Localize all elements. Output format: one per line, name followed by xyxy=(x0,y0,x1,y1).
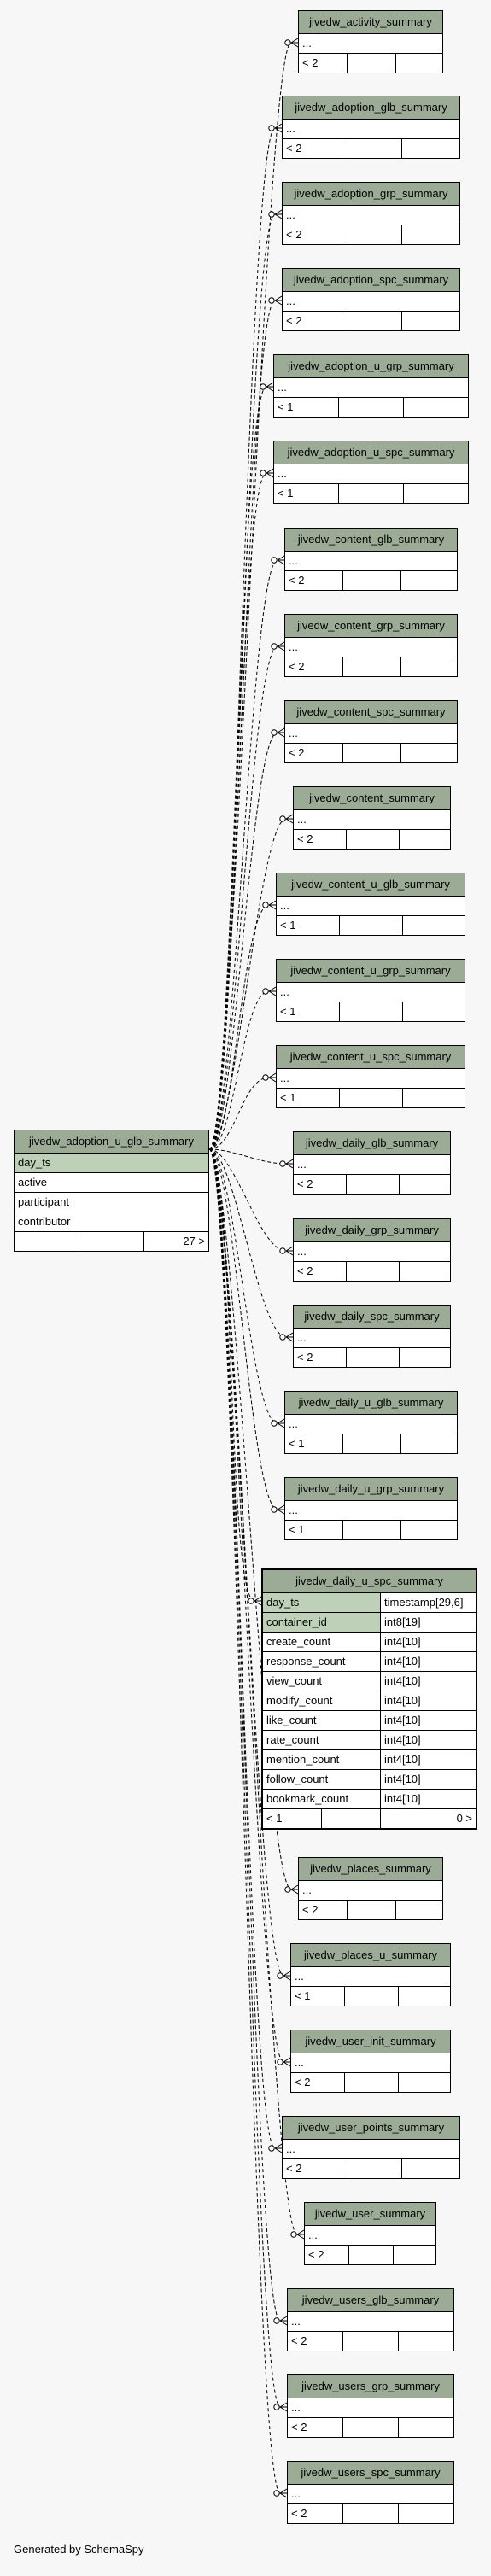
parent-count: < 2 xyxy=(294,830,347,849)
ellipsis-row: ... xyxy=(280,985,289,998)
table-header[interactable]: jivedw_daily_grp_summary xyxy=(294,1219,450,1242)
crowfoot-marker xyxy=(263,987,276,996)
table-jivedw-content-u-spc-summary[interactable] xyxy=(276,1045,465,1108)
ellipsis-row: ... xyxy=(286,2142,295,2155)
crowfoot-marker xyxy=(260,383,273,391)
column-name: mention_count xyxy=(263,1750,381,1769)
table-footer xyxy=(283,312,459,330)
parent-count: < 2 xyxy=(288,2504,343,2523)
ellipsis-row: ... xyxy=(289,554,298,567)
crowfoot-marker xyxy=(285,38,298,47)
column-type: int4[10] xyxy=(384,1635,421,1648)
table-jivedw-users-glb-summary[interactable] xyxy=(287,2288,454,2351)
child-count: 27 > xyxy=(183,1235,205,1247)
column-name: like_count xyxy=(263,1711,381,1730)
credit-text: Generated by SchemaSpy xyxy=(14,2543,144,2556)
ellipsis-row: ... xyxy=(302,1884,312,1896)
ellipsis-row: ... xyxy=(295,1970,304,1983)
parent-count: < 2 xyxy=(299,54,348,73)
column-type: int4[10] xyxy=(384,1694,421,1707)
column-row xyxy=(263,1593,476,1613)
table-jivedw-daily-u-glb-summary[interactable] xyxy=(284,1391,458,1454)
parent-count: < 2 xyxy=(288,2332,343,2351)
table-header[interactable]: jivedw_activity_summary xyxy=(299,11,442,34)
table-jivedw-adoption-u-spc-summary[interactable] xyxy=(273,441,469,504)
parent-count: < 2 xyxy=(294,1175,347,1194)
column-name: active xyxy=(18,1176,47,1189)
table-footer xyxy=(285,657,457,676)
edge-jivedw_places_u_summary xyxy=(209,1149,283,1976)
crowfoot-marker xyxy=(272,556,284,564)
ellipsis-row: ... xyxy=(291,2401,301,2414)
column-name: day_ts xyxy=(263,1593,381,1612)
crowfoot-marker xyxy=(280,815,293,823)
table-header[interactable]: jivedw_daily_u_glb_summary xyxy=(285,1392,457,1415)
crowfoot-marker xyxy=(269,296,282,305)
table-jivedw-user-points-summary[interactable] xyxy=(282,2116,460,2179)
table-jivedw-places-summary[interactable] xyxy=(298,1857,443,1920)
column-row xyxy=(263,1790,476,1808)
table-header[interactable]: jivedw_users_spc_summary xyxy=(288,2462,453,2485)
column-name: response_count xyxy=(263,1652,381,1671)
table-header[interactable]: jivedw_content_summary xyxy=(294,787,450,810)
crowfoot-marker xyxy=(285,1885,298,1894)
parent-count: < 1 xyxy=(291,1987,345,2006)
edge-jivedw_adoption_spc_summary xyxy=(209,301,275,1149)
crowfoot-marker xyxy=(272,642,284,651)
table-jivedw-content-glb-summary[interactable] xyxy=(284,528,458,591)
table-jivedw-content-u-grp-summary[interactable] xyxy=(276,959,465,1022)
parent-count: < 2 xyxy=(305,2246,349,2264)
column-row xyxy=(263,1613,476,1633)
table-footer xyxy=(283,139,459,158)
table-footer xyxy=(299,54,442,73)
table-footer xyxy=(285,744,457,762)
table-footer xyxy=(291,1987,450,2006)
crowfoot-marker xyxy=(278,1971,290,1980)
table-header[interactable]: jivedw_places_u_summary xyxy=(291,1944,450,1967)
column-row xyxy=(263,1731,476,1750)
crowfoot-marker xyxy=(272,1505,284,1514)
crowfoot-marker xyxy=(274,2316,287,2325)
ellipsis-row: ... xyxy=(302,37,312,50)
table-header[interactable]: jivedw_daily_u_grp_summary xyxy=(285,1478,457,1501)
edge-jivedw_content_summary xyxy=(209,819,286,1149)
table-footer xyxy=(274,398,468,417)
crowfoot-marker xyxy=(272,1419,284,1428)
table-footer xyxy=(291,2073,450,2092)
table-header[interactable]: jivedw_adoption_u_glb_summary xyxy=(15,1130,208,1154)
table-header[interactable]: jivedw_daily_glb_summary xyxy=(294,1132,450,1155)
table-footer xyxy=(285,571,457,590)
crowfoot-marker xyxy=(280,1159,293,1168)
column-row xyxy=(263,1633,476,1652)
ellipsis-row: ... xyxy=(289,1504,298,1516)
table-header[interactable]: jivedw_user_points_summary xyxy=(283,2117,459,2140)
column-row xyxy=(263,1672,476,1691)
parent-count: < 2 xyxy=(283,139,342,158)
table-footer xyxy=(305,2246,435,2264)
table-jivedw-adoption-u-glb-summary[interactable] xyxy=(14,1130,209,1252)
table-footer xyxy=(274,484,468,503)
column-name: participant xyxy=(18,1195,69,1208)
column-type: timestamp[29,6] xyxy=(381,1593,476,1612)
crowfoot-marker xyxy=(291,2230,304,2239)
column-name: bookmark_count xyxy=(263,1790,381,1808)
table-jivedw-daily-spc-summary[interactable] xyxy=(293,1305,451,1368)
crowfoot-marker xyxy=(280,1247,293,1255)
table-jivedw-user-summary[interactable] xyxy=(304,2202,436,2265)
table-jivedw-content-spc-summary[interactable] xyxy=(284,700,458,763)
table-header[interactable]: jivedw_content_glb_summary xyxy=(285,529,457,552)
table-footer xyxy=(277,916,465,935)
table-header[interactable]: jivedw_content_spc_summary xyxy=(285,701,457,724)
ellipsis-row: ... xyxy=(278,467,287,480)
crowfoot-marker xyxy=(269,210,282,219)
table-footer xyxy=(294,1348,450,1367)
edge-jivedw_content_glb_summary xyxy=(209,560,278,1149)
ellipsis-row: ... xyxy=(297,813,307,826)
table-jivedw-users-grp-summary[interactable] xyxy=(287,2374,454,2438)
crowfoot-marker xyxy=(260,469,273,477)
parent-count: < 1 xyxy=(263,1809,322,1828)
parent-count: < 2 xyxy=(294,1262,347,1281)
table-footer xyxy=(288,2332,453,2351)
parent-count: < 1 xyxy=(274,484,339,503)
table-jivedw-daily-glb-summary[interactable] xyxy=(293,1131,451,1195)
table-jivedw-adoption-glb-summary[interactable] xyxy=(282,96,460,159)
parent-count: < 2 xyxy=(294,1348,347,1367)
column-type: int4[10] xyxy=(384,1792,421,1805)
column-name: follow_count xyxy=(263,1770,381,1789)
table-footer xyxy=(283,2159,459,2178)
column-name: container_id xyxy=(263,1613,381,1632)
table-footer xyxy=(15,1232,208,1251)
parent-count: < 2 xyxy=(285,571,343,590)
parent-count: < 1 xyxy=(285,1434,343,1453)
pk-column: day_ts xyxy=(18,1156,51,1169)
parent-count: < 2 xyxy=(283,225,342,244)
column-row xyxy=(263,1770,476,1790)
parent-count: < 2 xyxy=(288,2418,343,2437)
crowfoot-marker xyxy=(263,901,276,909)
column-name: view_count xyxy=(263,1672,381,1691)
table-header[interactable]: jivedw_adoption_u_grp_summary xyxy=(274,355,468,378)
crowfoot-marker xyxy=(269,124,282,132)
ellipsis-row: ... xyxy=(289,1417,298,1430)
crowfoot-marker xyxy=(272,728,284,737)
ellipsis-row: ... xyxy=(289,727,298,739)
table-footer xyxy=(285,1521,457,1539)
table-footer xyxy=(294,830,450,849)
table-footer xyxy=(277,1089,465,1107)
parent-count: < 2 xyxy=(283,2159,342,2178)
ellipsis-row: ... xyxy=(286,122,295,135)
table-header[interactable]: jivedw_content_u_spc_summary xyxy=(277,1046,465,1069)
ellipsis-row: ... xyxy=(286,208,295,221)
table-footer xyxy=(285,1434,457,1453)
table-jivedw-daily-u-grp-summary[interactable] xyxy=(284,1477,458,1540)
column-name: modify_count xyxy=(263,1691,381,1710)
crowfoot-marker xyxy=(280,1333,293,1341)
table-footer xyxy=(263,1808,476,1828)
table-header[interactable]: jivedw_places_summary xyxy=(299,1858,442,1881)
table-jivedw-activity-summary[interactable] xyxy=(298,10,443,73)
table-jivedw-adoption-spc-summary[interactable] xyxy=(282,268,460,331)
crowfoot-marker xyxy=(248,1597,261,1605)
table-jivedw-content-summary[interactable] xyxy=(293,786,451,850)
edge-jivedw_content_grp_summary xyxy=(209,646,278,1149)
table-header[interactable]: jivedw_user_init_summary xyxy=(291,2030,450,2053)
column-row xyxy=(263,1711,476,1731)
table-jivedw-content-u-glb-summary[interactable] xyxy=(276,873,465,936)
parent-count: < 2 xyxy=(285,657,343,676)
parent-count: < 2 xyxy=(291,2073,345,2092)
crowfoot-marker xyxy=(274,2403,287,2411)
table-jivedw-daily-u-spc-summary[interactable] xyxy=(261,1568,477,1830)
table-header[interactable]: jivedw_users_glb_summary xyxy=(288,2289,453,2312)
table-header[interactable]: jivedw_adoption_glb_summary xyxy=(283,96,459,120)
column-type: int4[10] xyxy=(384,1674,421,1687)
ellipsis-row: ... xyxy=(289,640,298,653)
column-type: int4[10] xyxy=(384,1753,421,1766)
table-header[interactable]: jivedw_adoption_grp_summary xyxy=(283,183,459,206)
ellipsis-row: ... xyxy=(308,2228,318,2241)
table-header[interactable]: jivedw_adoption_spc_summary xyxy=(283,269,459,292)
crowfoot-marker xyxy=(263,1073,276,1082)
table-header[interactable]: jivedw_daily_u_spc_summary xyxy=(263,1570,476,1593)
column-name: create_count xyxy=(263,1633,381,1651)
table-jivedw-adoption-u-grp-summary[interactable] xyxy=(273,354,469,418)
ellipsis-row: ... xyxy=(280,899,289,912)
table-jivedw-content-grp-summary[interactable] xyxy=(284,614,458,677)
table-header[interactable]: jivedw_adoption_u_spc_summary xyxy=(274,441,468,464)
ellipsis-row: ... xyxy=(295,2056,304,2069)
table-header[interactable]: jivedw_content_u_grp_summary xyxy=(277,960,465,983)
column-type: int4[10] xyxy=(384,1714,421,1726)
table-footer xyxy=(294,1262,450,1281)
crowfoot-marker xyxy=(274,2489,287,2497)
crowfoot-marker xyxy=(269,2144,282,2153)
column-type: int4[10] xyxy=(384,1773,421,1785)
column-name: contributor xyxy=(18,1215,71,1228)
ellipsis-row: ... xyxy=(297,1331,307,1344)
table-jivedw-adoption-grp-summary[interactable] xyxy=(282,182,460,245)
column-row xyxy=(263,1652,476,1672)
ellipsis-row: ... xyxy=(297,1245,307,1258)
edge-jivedw_content_spc_summary xyxy=(209,733,278,1149)
column-type: int8[19] xyxy=(381,1613,476,1632)
table-header[interactable]: jivedw_content_u_glb_summary xyxy=(277,873,465,897)
edge-jivedw_daily_spc_summary xyxy=(209,1149,286,1337)
parent-count: < 2 xyxy=(283,312,342,330)
table-header[interactable]: jivedw_users_grp_summary xyxy=(288,2375,453,2398)
table-header[interactable]: jivedw_user_summary xyxy=(305,2203,435,2226)
column-row xyxy=(263,1750,476,1770)
parent-count: < 2 xyxy=(285,744,343,762)
crowfoot-marker xyxy=(278,2058,290,2066)
column-row xyxy=(263,1691,476,1711)
table-footer xyxy=(294,1175,450,1194)
table-footer xyxy=(283,225,459,244)
parent-count: < 1 xyxy=(285,1521,343,1539)
ellipsis-row: ... xyxy=(280,1072,289,1084)
edge-jivedw_daily_glb_summary xyxy=(209,1149,286,1164)
table-jivedw-user-init-summary[interactable] xyxy=(290,2030,451,2093)
table-header[interactable]: jivedw_content_grp_summary xyxy=(285,615,457,638)
column-name: rate_count xyxy=(263,1731,381,1749)
parent-count: < 1 xyxy=(277,916,340,935)
table-footer xyxy=(277,1002,465,1021)
table-footer xyxy=(288,2418,453,2437)
ellipsis-row: ... xyxy=(291,2315,301,2328)
parent-count: < 1 xyxy=(274,398,339,417)
column-type: int4[10] xyxy=(384,1655,421,1668)
table-jivedw-places-u-summary[interactable] xyxy=(290,1943,451,2006)
table-footer xyxy=(299,1901,442,1919)
ellipsis-row: ... xyxy=(291,2487,301,2500)
table-jivedw-daily-grp-summary[interactable] xyxy=(293,1218,451,1282)
parent-count: < 1 xyxy=(277,1002,340,1021)
table-footer xyxy=(288,2504,453,2523)
parent-count: < 2 xyxy=(299,1901,348,1919)
edge-jivedw_adoption_u_spc_summary xyxy=(209,473,266,1149)
edge-jivedw_daily_grp_summary xyxy=(209,1149,286,1251)
column-type: int4[10] xyxy=(384,1733,421,1746)
parent-count: < 1 xyxy=(277,1089,340,1107)
ellipsis-row: ... xyxy=(286,295,295,307)
ellipsis-row: ... xyxy=(278,381,287,394)
ellipsis-row: ... xyxy=(297,1158,307,1171)
child-count: 0 > xyxy=(456,1812,472,1825)
table-header[interactable]: jivedw_daily_spc_summary xyxy=(294,1306,450,1329)
table-jivedw-users-spc-summary[interactable] xyxy=(287,2461,454,2524)
edge-jivedw_adoption_glb_summary xyxy=(209,128,275,1149)
